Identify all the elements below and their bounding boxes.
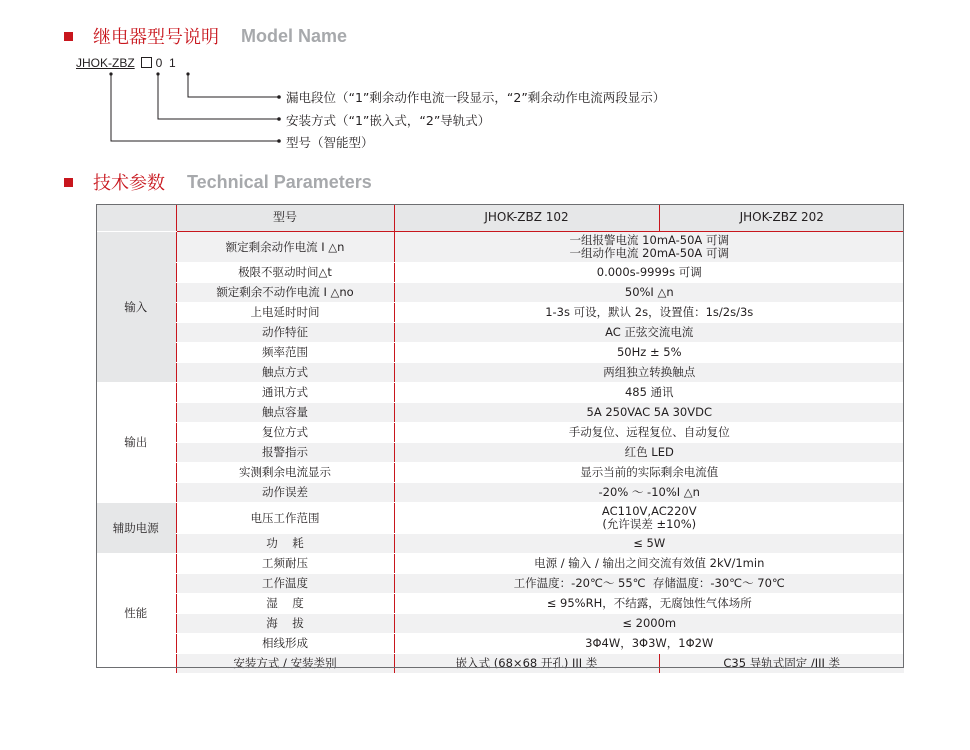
section-title-en: Model Name xyxy=(241,25,348,46)
param-cell: 报警指示 xyxy=(176,443,394,463)
header-model: 型号 xyxy=(176,204,394,232)
section-title-technical-parameters xyxy=(64,169,372,195)
param-cell: 额定剩余动作电流 I △n xyxy=(176,232,394,263)
group-aux-power: 辅助电源 xyxy=(96,503,176,554)
table-row xyxy=(96,343,904,363)
legend-install: 安装方式（“1”嵌入式，“2”导轨式） xyxy=(286,113,491,128)
table-row xyxy=(96,363,904,383)
spec-table xyxy=(96,204,904,674)
value-cell: 电源 / 输入 / 输出之间交流有效值 2kV/1min xyxy=(394,554,904,574)
group-performance: 性能 xyxy=(96,554,176,674)
table-row xyxy=(96,232,904,263)
table-row xyxy=(96,423,904,443)
param-cell: 额定剩余不动作电流 I △no xyxy=(176,283,394,303)
value-cell: 50%I △n xyxy=(394,283,904,303)
table-row xyxy=(96,443,904,463)
value-cell: 3Φ4W，3Φ3W，1Φ2W xyxy=(394,634,904,654)
table-row xyxy=(96,594,904,614)
value-line: AC110V,AC220V xyxy=(601,504,697,518)
value-line: 一组报警电流 10mA-50A 可调 xyxy=(569,233,729,247)
value-cell xyxy=(394,232,904,263)
section-title-en: Technical Parameters xyxy=(187,171,372,192)
param-cell: 湿 度 xyxy=(176,594,394,614)
param-cell: 海 拔 xyxy=(176,614,394,634)
table-row xyxy=(96,283,904,303)
bullet-square-icon xyxy=(64,178,73,187)
table-row xyxy=(96,614,904,634)
value-cell: 显示当前的实际剩余电流值 xyxy=(394,463,904,483)
table-row xyxy=(96,483,904,503)
param-cell: 工作温度 xyxy=(176,574,394,594)
value-cell: 工作温度：-20℃～ 55℃ 存储温度：-30℃～ 70℃ xyxy=(394,574,904,594)
value-cell: 手动复位、远程复位、自动复位 xyxy=(394,423,904,443)
value-cell: 5A 250VAC 5A 30VDC xyxy=(394,403,904,423)
model-code-digits: 0 1 xyxy=(155,56,176,70)
value-cell: 红色 LED xyxy=(394,443,904,463)
param-cell: 安装方式 / 安装类别 xyxy=(176,654,394,674)
header-corner xyxy=(96,204,176,232)
legend-leakage: 漏电段位（“1”剩余动作电流一段显示，“2”剩余动作电流两段显示） xyxy=(286,90,666,105)
param-cell: 功 耗 xyxy=(176,534,394,554)
param-cell: 上电延时时间 xyxy=(176,303,394,323)
value-cell: AC 正弦交流电流 xyxy=(394,323,904,343)
value-cell: ≤ 2000m xyxy=(394,614,904,634)
value-line: (允许误差 ±10%) xyxy=(602,517,697,531)
leader-line-leakage xyxy=(188,74,278,97)
value-cell-202: C35 导轨式固定 /III 类 xyxy=(659,654,904,674)
value-line: 一组动作电流 20mA-50A 可调 xyxy=(569,246,729,260)
section-title-zh: 继电器型号说明 xyxy=(93,27,219,48)
table-row xyxy=(96,503,904,534)
param-cell: 工频耐压 xyxy=(176,554,394,574)
table-row xyxy=(96,323,904,343)
param-cell: 极限不驱动时间△t xyxy=(176,263,394,283)
group-input: 输入 xyxy=(96,232,176,383)
param-cell: 通讯方式 xyxy=(176,383,394,403)
table-row xyxy=(96,383,904,403)
value-cell: 50Hz ± 5% xyxy=(394,343,904,363)
table-row xyxy=(96,263,904,283)
table-row xyxy=(96,403,904,423)
value-cell: ≤ 5W xyxy=(394,534,904,554)
value-cell-102: 嵌入式 (68×68 开孔) III 类 xyxy=(394,654,659,674)
value-cell: 1-3s 可设，默认 2s，设置值：1s/2s/3s xyxy=(394,303,904,323)
table-row xyxy=(96,634,904,654)
table-row xyxy=(96,303,904,323)
table-row xyxy=(96,574,904,594)
group-output: 输出 xyxy=(96,383,176,503)
value-cell: 两组独立转换触点 xyxy=(394,363,904,383)
table-row xyxy=(96,463,904,483)
param-cell: 触点方式 xyxy=(176,363,394,383)
table-row xyxy=(96,654,904,674)
param-cell: 频率范围 xyxy=(176,343,394,363)
header-col-202: JHOK-ZBZ 202 xyxy=(659,204,904,232)
param-cell: 实测剩余电流显示 xyxy=(176,463,394,483)
param-cell: 电压工作范围 xyxy=(176,503,394,534)
value-cell: 485 通讯 xyxy=(394,383,904,403)
param-cell: 相线形成 xyxy=(176,634,394,654)
section-title-zh: 技术参数 xyxy=(93,173,165,194)
param-cell: 动作特征 xyxy=(176,323,394,343)
value-cell xyxy=(394,503,904,534)
model-code-base: JHOK-ZBZ xyxy=(76,56,135,70)
param-cell: 触点容量 xyxy=(176,403,394,423)
header-col-102: JHOK-ZBZ 102 xyxy=(394,204,659,232)
param-cell: 复位方式 xyxy=(176,423,394,443)
table-row xyxy=(96,534,904,554)
model-code-leader-lines xyxy=(0,0,970,160)
legend-model: 型号（智能型） xyxy=(286,135,374,150)
leader-line-model xyxy=(111,74,278,141)
param-cell: 动作误差 xyxy=(176,483,394,503)
table-header-row xyxy=(96,204,904,232)
table-row xyxy=(96,554,904,574)
value-cell: ≤ 95%RH，不结露，无腐蚀性气体场所 xyxy=(394,594,904,614)
value-cell: 0.000s-9999s 可调 xyxy=(394,263,904,283)
value-cell: -20% ～ -10%I △n xyxy=(394,483,904,503)
